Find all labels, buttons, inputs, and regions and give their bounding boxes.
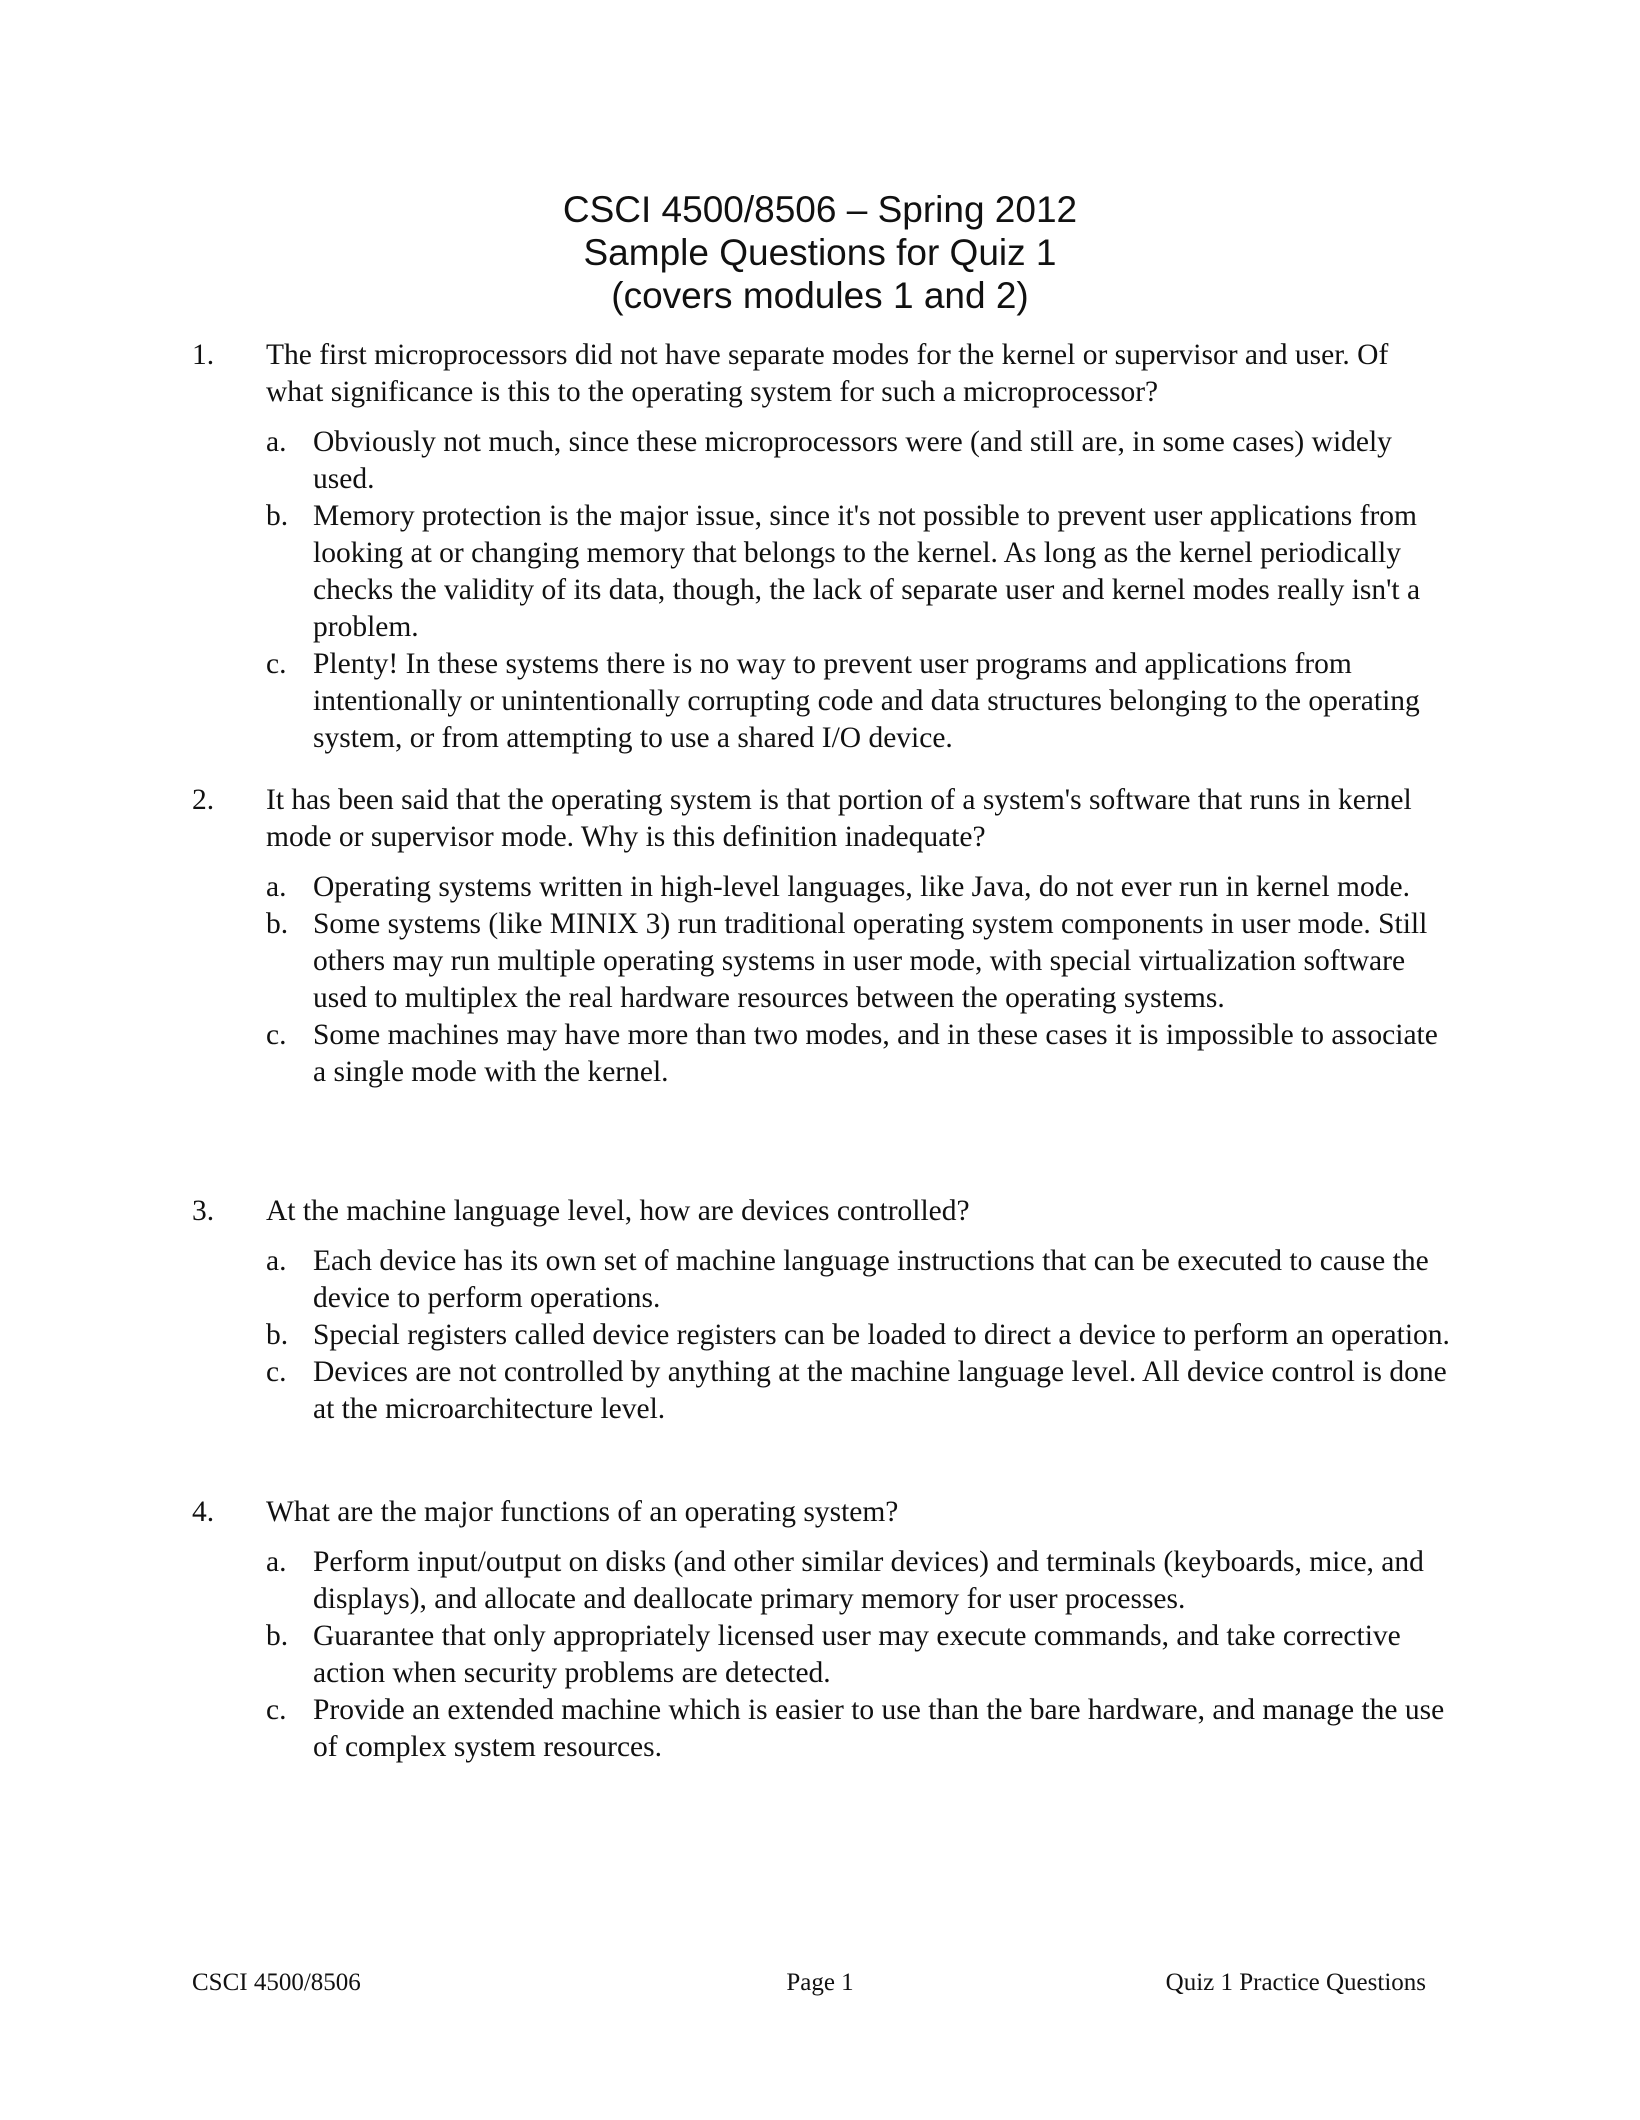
option-a — [266, 1544, 1452, 1618]
option-text: Devices are not controlled by anything at the machine language level. All device control is done at the microarchitecture level. — [313, 1356, 1447, 1425]
option-text: Special registers called device registers can be loaded to direct a device to perform an operation. — [313, 1319, 1450, 1351]
option-b — [266, 498, 1452, 646]
option-text: Some systems (like MINIX 3) run traditional operating system components in user mode. Still others may run multiple operating systems in user mode, with special virtualization software used to multiplex the real hardware resources between the operating systems. — [313, 908, 1428, 1014]
option-letter: a. — [266, 1546, 287, 1578]
option-c — [266, 1692, 1452, 1766]
quiz-title: Sample Questions for Quiz 1 — [583, 232, 1057, 273]
question-text: The first microprocessors did not have separate modes for the kernel or supervisor and user. Of what significance is this to the operating system for such a microprocessor? — [266, 339, 1389, 408]
option-c — [266, 646, 1452, 757]
option-text: Plenty! In these systems there is no way to prevent user programs and applications from intentionally or unintentionally corrupting code and data structures belonging to the operating system, or from attempting to use a shared I/O device. — [313, 648, 1420, 754]
question-stem — [192, 1494, 1452, 1531]
option-letter: a. — [266, 426, 287, 458]
option-text: Operating systems written in high-level languages, like Java, do not ever run in kernel mode. — [313, 871, 1410, 903]
option-a — [266, 1243, 1452, 1317]
option-letter: c. — [266, 1356, 287, 1388]
question-number: 2. — [192, 784, 215, 816]
option-text: Perform input/output on disks (and other similar devices) and terminals (keyboards, mice, and displays), and allocate and deallocate primary memory for user processes. — [313, 1546, 1424, 1615]
question-text: It has been said that the operating system is that portion of a system's software that runs in kernel mode or supervisor mode. Why is this definition inadequate? — [266, 784, 1412, 853]
footer-course: CSCI 4500/8506 — [192, 1969, 361, 1996]
question-3 — [192, 1193, 1452, 1428]
option-text: Some machines may have more than two modes, and in these cases it is impossible to associate a single mode with the kernel. — [313, 1019, 1438, 1088]
question-text: At the machine language level, how are devices controlled? — [266, 1195, 970, 1227]
question-stem — [192, 337, 1452, 411]
answer-options — [192, 1243, 1452, 1428]
question-number: 4. — [192, 1496, 215, 1528]
question-number: 1. — [192, 339, 215, 371]
option-letter: b. — [266, 1319, 289, 1351]
option-text: Obviously not much, since these microprocessors were (and still are, in some cases) widely used. — [313, 426, 1392, 495]
page-header — [0, 188, 1640, 317]
option-text: Guarantee that only appropriately licensed user may execute commands, and take corrective action when security problems are detected. — [313, 1620, 1401, 1689]
course-title: CSCI 4500/8506 – Spring 2012 — [562, 189, 1078, 230]
question-stem — [192, 1193, 1452, 1230]
option-c — [266, 1354, 1452, 1428]
footer-doc-title: Quiz 1 Practice Questions — [1165, 1969, 1426, 1996]
question-number: 3. — [192, 1195, 215, 1227]
coverage-note: (covers modules 1 and 2) — [611, 275, 1029, 316]
option-letter: a. — [266, 1245, 287, 1277]
question-2 — [192, 782, 1452, 1091]
option-letter: b. — [266, 1620, 289, 1652]
option-letter: c. — [266, 1694, 287, 1726]
option-letter: a. — [266, 871, 287, 903]
option-b — [266, 1618, 1452, 1692]
question-stem — [192, 782, 1452, 856]
option-letter: b. — [266, 500, 289, 532]
option-b — [266, 1317, 1452, 1354]
option-c — [266, 1017, 1452, 1091]
option-text: Each device has its own set of machine language instructions that can be executed to cause the device to perform operations. — [313, 1245, 1429, 1314]
option-letter: c. — [266, 1019, 287, 1051]
option-b — [266, 906, 1452, 1017]
option-a — [266, 424, 1452, 498]
question-1 — [192, 337, 1452, 757]
answer-options — [192, 869, 1452, 1091]
option-text: Provide an extended machine which is easier to use than the bare hardware, and manage the use of complex system resources. — [313, 1694, 1445, 1763]
question-4 — [192, 1494, 1452, 1766]
answer-options — [192, 1544, 1452, 1766]
option-letter: c. — [266, 648, 287, 680]
footer-page-number: Page 1 — [786, 1969, 854, 1996]
option-text: Memory protection is the major issue, since it's not possible to prevent user applications from looking at or changing memory that belongs to the kernel. As long as the kernel periodically checks the validity of its data, though, the lack of separate user and kernel modes really isn't a problem. — [313, 500, 1421, 643]
answer-options — [192, 424, 1452, 757]
option-letter: b. — [266, 908, 289, 940]
option-a — [266, 869, 1452, 906]
question-text: What are the major functions of an operating system? — [266, 1496, 899, 1528]
